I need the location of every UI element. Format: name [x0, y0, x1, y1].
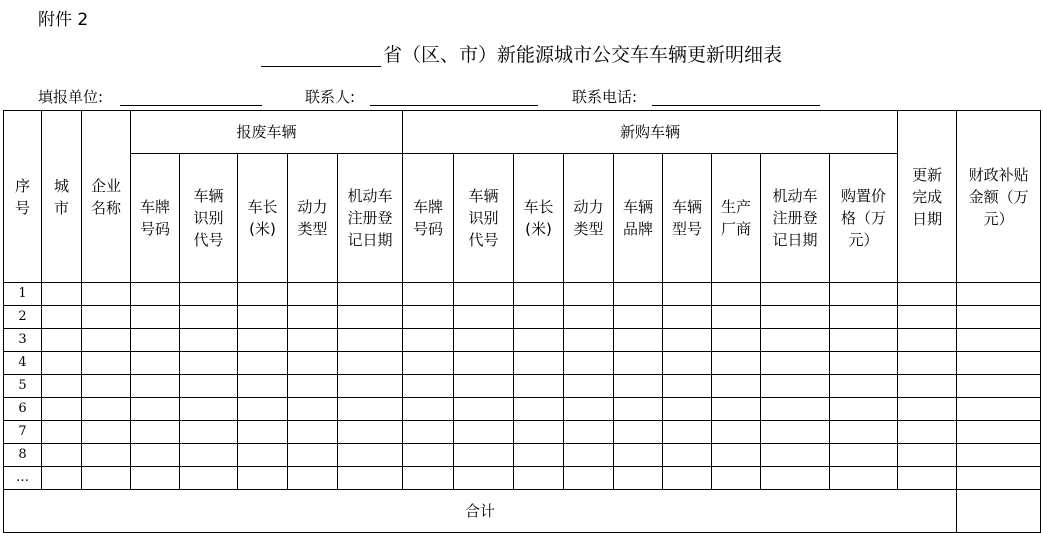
table-cell[interactable] [514, 329, 564, 352]
table-cell[interactable] [180, 329, 238, 352]
table-cell[interactable] [564, 444, 614, 467]
table-cell[interactable] [338, 329, 403, 352]
table-cell[interactable] [131, 467, 180, 490]
table-cell[interactable] [42, 467, 82, 490]
table-cell[interactable] [82, 306, 131, 329]
table-cell[interactable] [454, 352, 514, 375]
table-cell[interactable] [614, 467, 663, 490]
row-number: … [4, 467, 42, 490]
table-cell[interactable] [663, 306, 712, 329]
table-cell[interactable] [288, 306, 338, 329]
province-blank[interactable] [261, 46, 381, 67]
table-cell[interactable] [288, 421, 338, 444]
table-cell[interactable] [131, 283, 180, 306]
table-row [4, 421, 1041, 444]
table-cell[interactable] [238, 306, 288, 329]
table-cell[interactable] [403, 352, 454, 375]
table-cell[interactable] [712, 352, 761, 375]
table-cell[interactable] [514, 398, 564, 421]
table-cell[interactable] [403, 398, 454, 421]
header-new-vehicles: 新购车辆 [403, 111, 898, 154]
table-cell[interactable] [42, 329, 82, 352]
table-cell[interactable] [82, 329, 131, 352]
header-scrapped-vehicles: 报废车辆 [131, 111, 403, 154]
row-number: 1 [4, 283, 42, 306]
table-cell[interactable] [564, 352, 614, 375]
table-cell[interactable] [898, 306, 957, 329]
table-cell[interactable] [238, 329, 288, 352]
table-row [4, 329, 1041, 352]
table-cell[interactable] [614, 352, 663, 375]
table-cell[interactable] [830, 375, 898, 398]
table-cell[interactable] [712, 306, 761, 329]
table-cell[interactable] [403, 375, 454, 398]
table-cell[interactable] [564, 375, 614, 398]
total-row [4, 490, 1041, 533]
row-number: 3 [4, 329, 42, 352]
table-row [4, 306, 1041, 329]
table-cell[interactable] [131, 306, 180, 329]
table-cell[interactable] [42, 444, 82, 467]
total-label: 合计 [4, 490, 957, 533]
table-cell[interactable] [180, 375, 238, 398]
table-cell[interactable] [830, 444, 898, 467]
table-cell[interactable] [82, 375, 131, 398]
attachment-label: 附件 2 [38, 10, 89, 30]
table-cell[interactable] [614, 375, 663, 398]
table-cell[interactable] [338, 398, 403, 421]
table-cell[interactable] [454, 306, 514, 329]
table-cell[interactable] [338, 306, 403, 329]
header-scrapped-col-4: 机动车 注册登 记日期 [338, 154, 403, 283]
phone-label: 联系电话: [572, 88, 638, 106]
table-cell[interactable] [514, 352, 564, 375]
table-cell[interactable] [830, 398, 898, 421]
table-cell[interactable] [898, 444, 957, 467]
header-new-col-0: 车牌 号码 [403, 154, 454, 283]
table-cell[interactable] [288, 352, 338, 375]
table-cell[interactable] [180, 398, 238, 421]
header-scrapped-col-1: 车辆 识别 代号 [180, 154, 238, 283]
table-cell[interactable] [454, 329, 514, 352]
table-cell[interactable] [830, 467, 898, 490]
table-cell[interactable] [238, 352, 288, 375]
table-cell[interactable] [830, 283, 898, 306]
header-update-date: 更新 完成 日期 [898, 111, 957, 283]
row-number: 5 [4, 375, 42, 398]
table-cell[interactable] [957, 421, 1041, 444]
table-cell[interactable] [403, 329, 454, 352]
table-cell[interactable] [830, 421, 898, 444]
table-cell[interactable] [42, 352, 82, 375]
table-cell[interactable] [761, 375, 830, 398]
table-cell[interactable] [338, 375, 403, 398]
table-cell[interactable] [403, 306, 454, 329]
table-cell[interactable] [898, 398, 957, 421]
table-cell[interactable] [180, 421, 238, 444]
table-cell[interactable] [614, 283, 663, 306]
table-row [4, 375, 1041, 398]
header-new-col-6: 生产 厂商 [712, 154, 761, 283]
table-cell[interactable] [514, 444, 564, 467]
table-cell[interactable] [338, 352, 403, 375]
detail-table [3, 110, 1041, 533]
table-cell[interactable] [82, 421, 131, 444]
table-cell[interactable] [403, 421, 454, 444]
table-cell[interactable] [712, 444, 761, 467]
table-cell[interactable] [131, 352, 180, 375]
table-cell[interactable] [288, 283, 338, 306]
unit-label: 填报单位: [38, 88, 104, 106]
table-cell[interactable] [761, 283, 830, 306]
table-cell[interactable] [238, 375, 288, 398]
header-company: 企业 名称 [82, 111, 131, 283]
table-cell[interactable] [180, 467, 238, 490]
table-cell[interactable] [288, 375, 338, 398]
table-cell[interactable] [403, 444, 454, 467]
table-cell[interactable] [564, 421, 614, 444]
table-cell[interactable] [131, 375, 180, 398]
table-cell[interactable] [957, 444, 1041, 467]
table-cell[interactable] [761, 467, 830, 490]
table-cell[interactable] [663, 329, 712, 352]
table-cell[interactable] [238, 421, 288, 444]
table-cell[interactable] [898, 352, 957, 375]
table-cell[interactable] [712, 398, 761, 421]
table-cell[interactable] [82, 398, 131, 421]
header-seq: 序 号 [4, 111, 42, 283]
table-cell[interactable] [514, 421, 564, 444]
table-cell[interactable] [761, 421, 830, 444]
table-cell[interactable] [712, 283, 761, 306]
table-cell[interactable] [614, 306, 663, 329]
table-cell[interactable] [42, 421, 82, 444]
total-subsidy-cell[interactable] [957, 490, 1041, 533]
table-cell[interactable] [454, 444, 514, 467]
header-scrapped-col-3: 动力 类型 [288, 154, 338, 283]
table-cell[interactable] [82, 467, 131, 490]
table-cell[interactable] [614, 444, 663, 467]
table-cell[interactable] [830, 329, 898, 352]
table-cell[interactable] [712, 329, 761, 352]
table-cell[interactable] [238, 467, 288, 490]
table-cell[interactable] [288, 444, 338, 467]
header-new-col-2: 车长 (米) [514, 154, 564, 283]
table-row [4, 283, 1041, 306]
table-cell[interactable] [830, 352, 898, 375]
table-cell[interactable] [454, 375, 514, 398]
page-title [0, 40, 1043, 67]
table-cell[interactable] [564, 467, 614, 490]
table-cell[interactable] [663, 421, 712, 444]
unit-field[interactable] [120, 105, 262, 106]
table-cell[interactable] [82, 444, 131, 467]
table-cell[interactable] [288, 467, 338, 490]
table-cell[interactable] [761, 306, 830, 329]
header-new-col-5: 车辆 型号 [663, 154, 712, 283]
table-cell[interactable] [42, 306, 82, 329]
table-cell[interactable] [403, 283, 454, 306]
table-cell[interactable] [454, 283, 514, 306]
table-cell[interactable] [761, 398, 830, 421]
table-cell[interactable] [564, 283, 614, 306]
table-cell[interactable] [614, 329, 663, 352]
table-cell[interactable] [338, 467, 403, 490]
table-cell[interactable] [957, 398, 1041, 421]
table-row [4, 352, 1041, 375]
table-cell[interactable] [957, 306, 1041, 329]
table-cell[interactable] [898, 467, 957, 490]
table-cell[interactable] [82, 352, 131, 375]
title-text: 省（区、市）新能源城市公交车车辆更新明细表 [382, 44, 782, 66]
table-cell[interactable] [42, 283, 82, 306]
table-cell[interactable] [898, 421, 957, 444]
header-scrapped-col-0: 车牌 号码 [131, 154, 180, 283]
table-cell[interactable] [514, 467, 564, 490]
row-number: 7 [4, 421, 42, 444]
table-cell[interactable] [454, 467, 514, 490]
table-cell[interactable] [957, 467, 1041, 490]
table-row [4, 444, 1041, 467]
header-subsidy: 财政补贴 金额（万 元） [957, 111, 1041, 283]
table-cell[interactable] [761, 444, 830, 467]
table-cell[interactable] [338, 444, 403, 467]
table-cell[interactable] [514, 283, 564, 306]
fill-fields [0, 86, 1043, 110]
table-cell[interactable] [614, 398, 663, 421]
table-cell[interactable] [957, 283, 1041, 306]
header-new-col-8: 购置价 格（万 元） [830, 154, 898, 283]
table-cell[interactable] [82, 283, 131, 306]
table-cell[interactable] [403, 467, 454, 490]
table-cell[interactable] [180, 283, 238, 306]
table-cell[interactable] [180, 444, 238, 467]
table-cell[interactable] [514, 306, 564, 329]
table-cell[interactable] [898, 375, 957, 398]
table-cell[interactable] [180, 352, 238, 375]
table-cell[interactable] [761, 329, 830, 352]
contact-field[interactable] [370, 105, 538, 106]
table-cell[interactable] [238, 283, 288, 306]
table-cell[interactable] [957, 329, 1041, 352]
table-cell[interactable] [712, 467, 761, 490]
table-row [4, 398, 1041, 421]
table-cell[interactable] [238, 398, 288, 421]
table-cell[interactable] [761, 352, 830, 375]
table-cell[interactable] [663, 283, 712, 306]
table-cell[interactable] [712, 421, 761, 444]
table-cell[interactable] [338, 283, 403, 306]
table-cell[interactable] [663, 467, 712, 490]
table-cell[interactable] [131, 329, 180, 352]
phone-field[interactable] [652, 105, 820, 106]
table-cell[interactable] [454, 398, 514, 421]
table-cell[interactable] [663, 444, 712, 467]
table-cell[interactable] [957, 352, 1041, 375]
table-cell[interactable] [663, 352, 712, 375]
table-cell[interactable] [663, 398, 712, 421]
table-cell[interactable] [42, 398, 82, 421]
table-cell[interactable] [614, 421, 663, 444]
contact-label: 联系人: [305, 88, 356, 106]
table-cell[interactable] [564, 398, 614, 421]
table-cell[interactable] [288, 398, 338, 421]
table-cell[interactable] [712, 375, 761, 398]
table-cell[interactable] [131, 398, 180, 421]
table-cell[interactable] [131, 421, 180, 444]
table-cell[interactable] [663, 375, 712, 398]
table-cell[interactable] [898, 329, 957, 352]
header-scrapped-col-2: 车长 (米) [238, 154, 288, 283]
table-cell[interactable] [454, 421, 514, 444]
table-cell[interactable] [131, 444, 180, 467]
header-new-col-7: 机动车 注册登 记日期 [761, 154, 830, 283]
table-cell[interactable] [564, 329, 614, 352]
table-cell[interactable] [180, 306, 238, 329]
table-cell[interactable] [42, 375, 82, 398]
row-number: 4 [4, 352, 42, 375]
table-cell[interactable] [830, 306, 898, 329]
header-new-col-3: 动力 类型 [564, 154, 614, 283]
row-number: 8 [4, 444, 42, 467]
table-row [4, 467, 1041, 490]
header-city: 城 市 [42, 111, 82, 283]
header-new-col-1: 车辆 识别 代号 [454, 154, 514, 283]
table-cell[interactable] [957, 375, 1041, 398]
row-number: 6 [4, 398, 42, 421]
row-number: 2 [4, 306, 42, 329]
table-cell[interactable] [564, 306, 614, 329]
table-cell[interactable] [514, 375, 564, 398]
table-cell[interactable] [238, 444, 288, 467]
table-cell[interactable] [898, 283, 957, 306]
table-cell[interactable] [288, 329, 338, 352]
header-new-col-4: 车辆 品牌 [614, 154, 663, 283]
table-cell[interactable] [338, 421, 403, 444]
